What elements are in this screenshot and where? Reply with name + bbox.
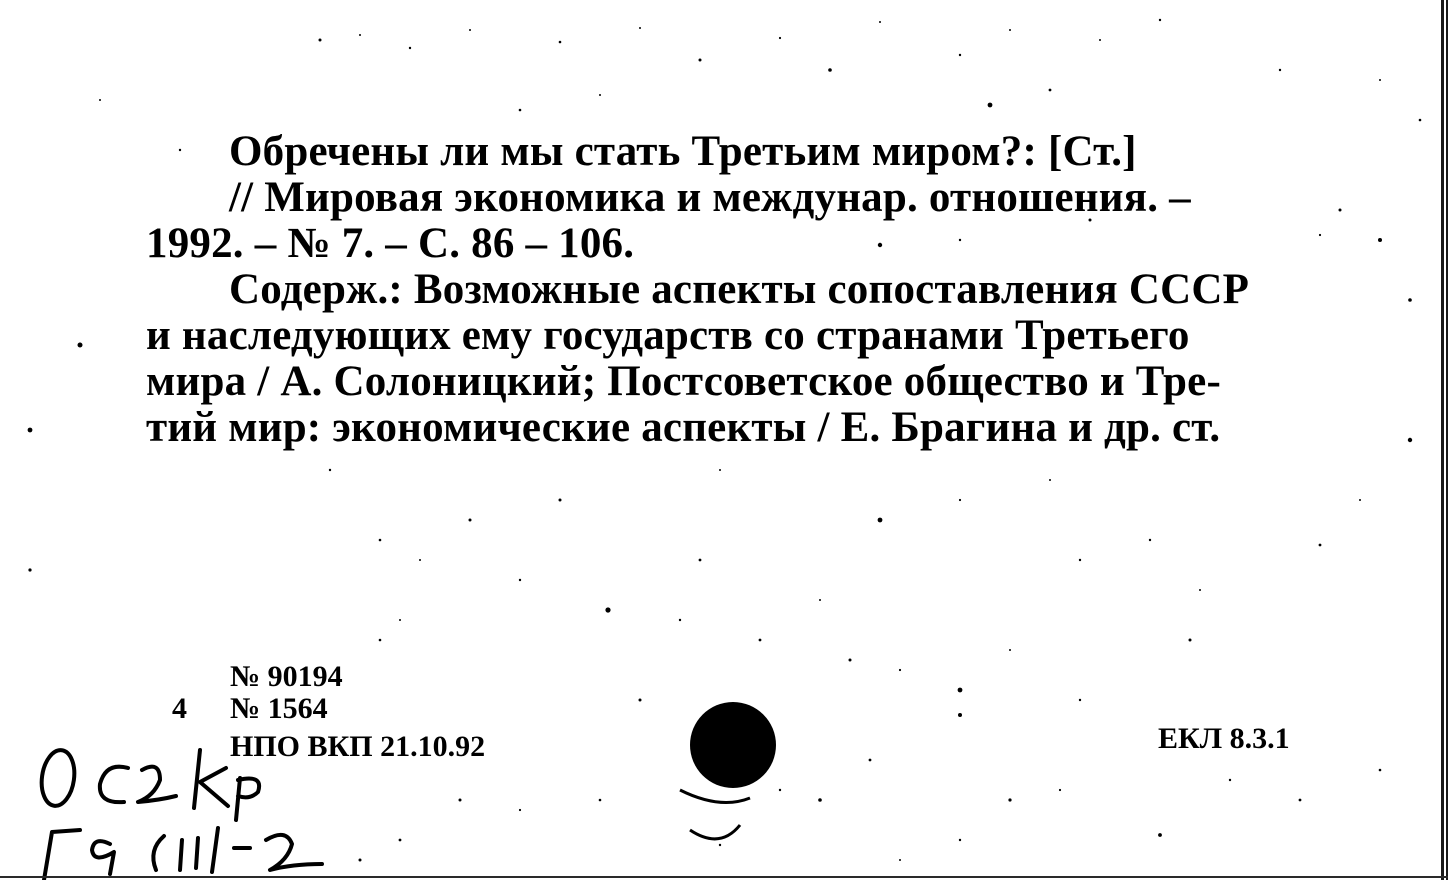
contents-line-3: мира / А. Солоницкий; Постсоветское общество и Тре-	[146, 358, 1221, 405]
issuer-date: НПО ВКП 21.10.92	[230, 730, 486, 763]
contents-line-2: и наследующих ему государств со странами Третьего	[146, 312, 1190, 359]
scan-smudge	[660, 780, 780, 860]
source-line: // Мировая экономика и междунар. отношения. –	[229, 174, 1191, 221]
card-border-bottom	[0, 876, 1448, 878]
punch-hole	[690, 702, 776, 788]
record-number: № 90194	[230, 660, 343, 693]
title-line: Обречены ли мы стать Третьим миром?: [Ст.]	[229, 128, 1137, 175]
source-details-line: 1992. – № 7. – С. 86 – 106.	[146, 220, 635, 267]
record-number-2: № 1564	[230, 692, 328, 725]
handwritten-note	[30, 740, 350, 880]
contents-line-1: Содерж.: Возможные аспекты сопоставления СССР	[229, 266, 1250, 313]
classification-code: ЕКЛ 8.3.1	[1158, 722, 1290, 755]
copies-count: 4	[172, 692, 187, 725]
card-border-right	[1441, 0, 1444, 880]
contents-line-4: тий мир: экономические аспекты / Е. Брагина и др. ст.	[146, 404, 1221, 451]
